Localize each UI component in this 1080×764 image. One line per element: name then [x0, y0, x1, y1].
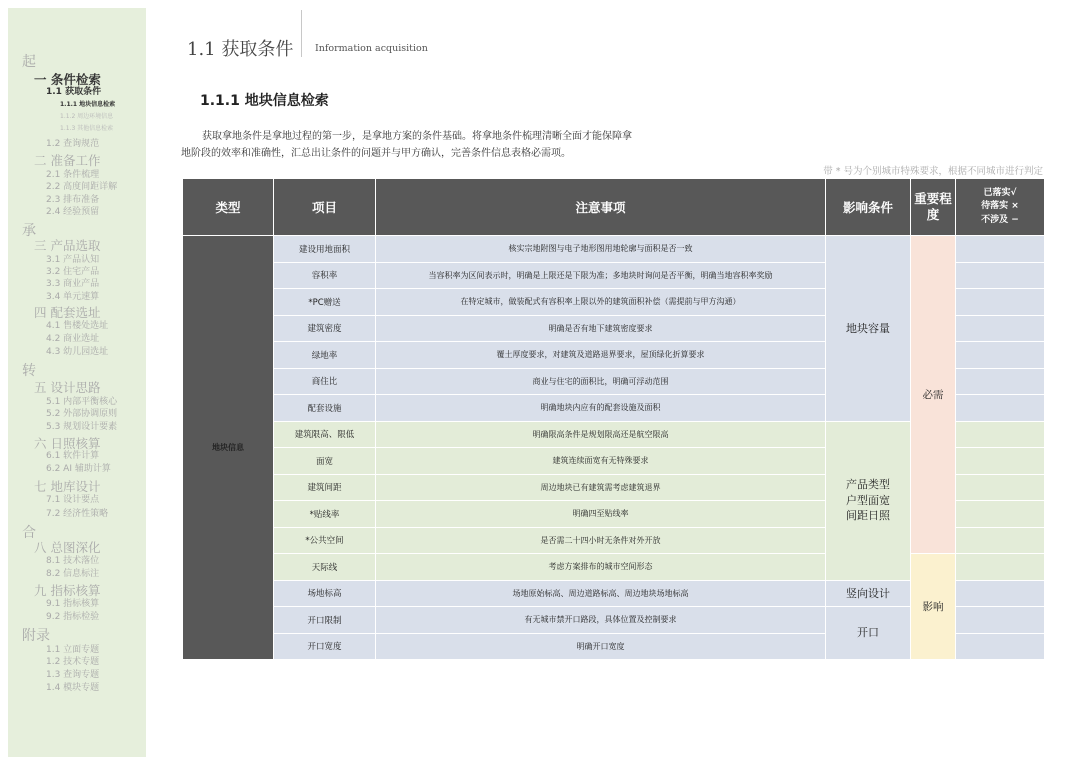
item-cell: 建筑密度 [274, 315, 376, 342]
sidebar-item[interactable]: 承 [22, 223, 36, 239]
intro-line-2: 地阶段的效率和准确性，汇总出让条件的问题并与甲方确认，完善条件信息表格必需项。 [181, 148, 571, 159]
status-cell[interactable] [956, 474, 1045, 501]
status-cell[interactable] [956, 501, 1045, 528]
condition-table [182, 178, 1045, 660]
sidebar-item[interactable]: 5.2 外部协调原则 [46, 409, 118, 419]
status-cell[interactable] [956, 342, 1045, 369]
header-item: 项目 [274, 179, 376, 236]
sidebar-item[interactable]: 3.2 住宅产品 [46, 267, 100, 277]
note-cell: 明确开口宽度 [376, 633, 826, 660]
item-cell: 建筑间距 [274, 474, 376, 501]
intro-line-1: 获取拿地条件是拿地过程的第一步，是拿地方案的条件基础。将拿地条件梳理清晰全面才能保障拿 [202, 131, 632, 142]
status-cell[interactable] [956, 580, 1045, 607]
note-cell: 考虑方案排布的城市空间形态 [376, 554, 826, 581]
status-cell[interactable] [956, 395, 1045, 422]
status-cell[interactable] [956, 236, 1045, 263]
header-impact: 影响条件 [826, 179, 911, 236]
sidebar-item[interactable]: 1.1 立面专题 [46, 645, 100, 655]
item-cell: *PC赠送 [274, 289, 376, 316]
impact-product [826, 421, 911, 580]
sidebar-item[interactable]: 4.2 商业选址 [46, 334, 100, 344]
note-cell: 场地原始标高、周边道路标高、周边地块场地标高 [376, 580, 826, 607]
importance-required: 必需 [911, 236, 956, 554]
item-cell: 配套设施 [274, 395, 376, 422]
sidebar-item[interactable]: 2.1 条件梳理 [46, 170, 100, 180]
sidebar-item[interactable]: 1.1.2 周边环境信息 [60, 113, 114, 120]
sidebar-item[interactable]: 起 [22, 54, 36, 70]
category-cell: 地块信息 [183, 236, 274, 660]
table-row [183, 554, 1045, 581]
table-row [183, 236, 1045, 263]
status-cell[interactable] [956, 315, 1045, 342]
sidebar-item[interactable]: 8.2 信息标注 [46, 569, 100, 579]
sidebar-item[interactable]: 1.4 模块专题 [46, 683, 100, 693]
sidebar [8, 8, 146, 757]
status-cell[interactable] [956, 448, 1045, 475]
note-cell: 明确地块内应有的配套设施及面积 [376, 395, 826, 422]
sidebar-item[interactable]: 1.3 查询专题 [46, 670, 100, 680]
note-cell: 当容积率为区间表示时，明确是上限还是下限为准；多地块时询问是否平衡，明确当地容积率奖励 [376, 262, 826, 289]
item-cell: 场地标高 [274, 580, 376, 607]
status-cell[interactable] [956, 554, 1045, 581]
item-cell: 面宽 [274, 448, 376, 475]
sidebar-item[interactable]: 七 地库设计 [34, 479, 101, 494]
status-cell[interactable] [956, 368, 1045, 395]
sidebar-item[interactable]: 3.1 产品认知 [46, 255, 100, 265]
sidebar-item[interactable]: 2.2 高度间距详解 [46, 182, 118, 192]
note-cell: 明确四至贴线率 [376, 501, 826, 528]
impact-product-text: 产品类型 户型面宽 间距日照 [846, 478, 890, 523]
item-cell: 容积率 [274, 262, 376, 289]
page-subtitle: Information acquisition [315, 43, 428, 54]
sidebar-item[interactable]: 5.1 内部平衡核心 [46, 397, 118, 407]
sidebar-item[interactable]: 7.2 经济性策略 [46, 509, 109, 519]
sidebar-item[interactable]: 九 指标核算 [34, 583, 101, 598]
note-cell: 有无城市禁开口路段，具体位置及控制要求 [376, 607, 826, 634]
sidebar-item[interactable]: 一 条件检索 [34, 72, 101, 87]
item-cell: 绿地率 [274, 342, 376, 369]
sidebar-item[interactable]: 9.1 指标核算 [46, 599, 100, 609]
item-cell: 建设用地面积 [274, 236, 376, 263]
sidebar-item[interactable]: 二 准备工作 [34, 153, 101, 168]
sidebar-item[interactable]: 9.2 指标检验 [46, 612, 100, 622]
sidebar-item[interactable]: 5.3 规划设计要素 [46, 422, 118, 432]
item-cell: *公共空间 [274, 527, 376, 554]
note-cell: 建筑连续面宽有无特殊要求 [376, 448, 826, 475]
status-cell[interactable] [956, 262, 1045, 289]
header-type: 类型 [183, 179, 274, 236]
special-requirement-note: 带 * 号为个别城市特殊要求，根据不同城市进行判定 [823, 166, 1043, 177]
sidebar-item[interactable]: 八 总图深化 [34, 540, 101, 555]
sidebar-item[interactable]: 3.3 商业产品 [46, 279, 100, 289]
sidebar-item[interactable]: 合 [22, 525, 36, 541]
note-cell: 是否需二十四小时无条件对外开放 [376, 527, 826, 554]
sidebar-item[interactable]: 2.4 经验预留 [46, 207, 100, 217]
section-title: 1.1.1 地块信息检索 [200, 93, 329, 109]
sidebar-item[interactable]: 1.1.3 其他信息检索 [60, 125, 114, 132]
header-status-legend [956, 179, 1045, 236]
note-cell: 明确限高条件是规划限高还是航空限高 [376, 421, 826, 448]
sidebar-item[interactable]: 1.2 查询规范 [46, 139, 100, 149]
note-cell: 明确是否有地下建筑密度要求 [376, 315, 826, 342]
legend-pending: 待落实 × [981, 201, 1019, 212]
impact-opening: 开口 [826, 607, 911, 660]
status-cell[interactable] [956, 633, 1045, 660]
legend-done: 已落实√ [983, 187, 1017, 198]
sidebar-item[interactable]: 附录 [22, 628, 50, 644]
sidebar-item[interactable]: 1.1.1 地块信息检索 [60, 101, 116, 108]
sidebar-item[interactable]: 四 配套选址 [34, 305, 101, 320]
status-cell[interactable] [956, 607, 1045, 634]
sidebar-item[interactable]: 3.4 单元速算 [46, 292, 100, 302]
item-cell: 天际线 [274, 554, 376, 581]
header-importance: 重要程度 [911, 179, 956, 236]
sidebar-item[interactable]: 6.2 AI 辅助计算 [46, 464, 111, 474]
importance-influence: 影响 [911, 554, 956, 660]
status-cell[interactable] [956, 289, 1045, 316]
item-cell: 开口宽度 [274, 633, 376, 660]
item-cell: 开口限制 [274, 607, 376, 634]
impact-capacity: 地块容量 [826, 236, 911, 422]
status-cell[interactable] [956, 421, 1045, 448]
item-cell: 建筑限高、限低 [274, 421, 376, 448]
sidebar-item[interactable]: 1.1 获取条件 [46, 87, 102, 97]
note-cell: 在特定城市，做装配式有容积率上限以外的建筑面积补偿（需提前与甲方沟通） [376, 289, 826, 316]
impact-vertical: 竖向设计 [826, 580, 911, 607]
note-cell: 核实宗地附图与电子地形图用地轮廓与面积是否一致 [376, 236, 826, 263]
item-cell: *贴线率 [274, 501, 376, 528]
sidebar-item[interactable]: 1.2 技术专题 [46, 657, 100, 667]
sidebar-item[interactable]: 五 设计思路 [34, 380, 101, 395]
header-divider [301, 10, 302, 57]
sidebar-item[interactable]: 2.3 排布准备 [46, 195, 100, 205]
status-cell[interactable] [956, 527, 1045, 554]
page-title: 1.1 获取条件 [187, 39, 294, 60]
sidebar-item[interactable]: 4.3 幼儿园选址 [46, 347, 109, 357]
sidebar-item[interactable]: 三 产品选取 [34, 238, 101, 253]
note-cell: 周边地块已有建筑需考虑建筑退界 [376, 474, 826, 501]
sidebar-item[interactable]: 4.1 售楼处选址 [46, 321, 109, 331]
header-notes: 注意事项 [376, 179, 826, 236]
sidebar-item[interactable]: 7.1 设计要点 [46, 495, 100, 505]
note-cell: 商业与住宅的面积比，明确可浮动范围 [376, 368, 826, 395]
legend-na: 不涉及 − [981, 214, 1019, 225]
sidebar-item[interactable]: 转 [22, 363, 36, 379]
sidebar-item[interactable]: 六 日照核算 [34, 436, 101, 451]
sidebar-item[interactable]: 8.1 技术落位 [46, 556, 100, 566]
note-cell: 覆土厚度要求，对建筑及道路退界要求，屋顶绿化折算要求 [376, 342, 826, 369]
item-cell: 商住比 [274, 368, 376, 395]
sidebar-item[interactable]: 6.1 软件计算 [46, 451, 100, 461]
